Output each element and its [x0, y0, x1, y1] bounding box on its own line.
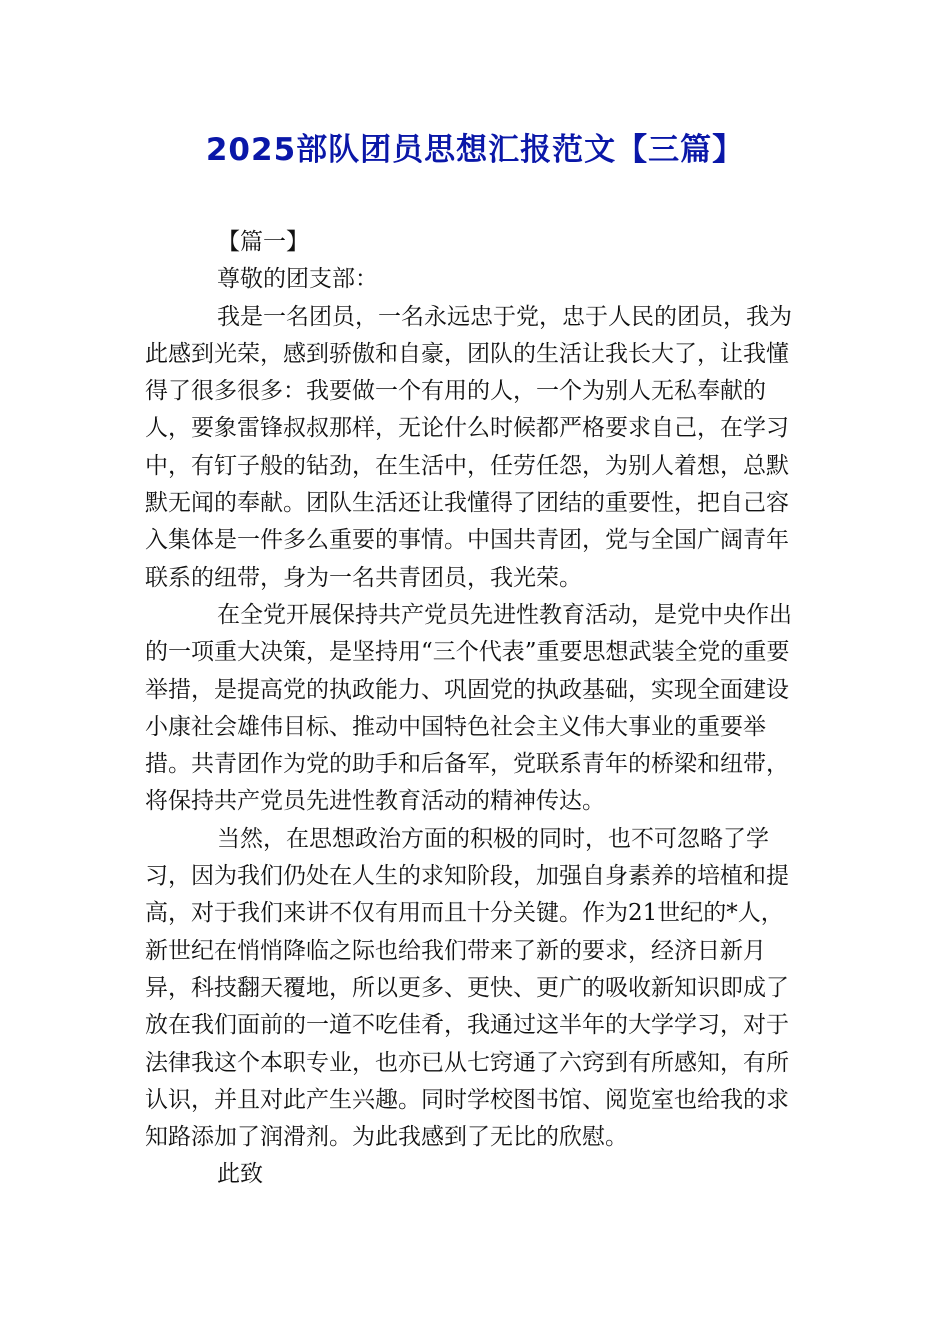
salutation: 尊敬的团支部：: [217, 266, 378, 293]
document-title: 2025部队团员思想汇报范文【三篇】: [205, 132, 745, 168]
body-paragraph-1: 我是一名团员，一名永远忠于党，忠于人民的团员，我为此感到光荣，感到骄傲和自豪，团队的生活让我长大了，让我懂得了很多很多：我要做一个有用的人，一个为别人无私奉献的人，要象雷锋叔叔那样，无论什么时候都严格要求自己，在学习中，有钉子般的钻劲，在生活中，任劳任怨，为别人着想，总默默无闻的奉献。团队生活还让我懂得了团结的重要性，把自己容入集体是一件多么重要的事情。中国共青团，党与全国广阔青年联系的纽带，身为一名共青团员，我光荣。: [145, 303, 792, 591]
body-paragraph-2: 在全党开展保持共产党员先进性教育活动，是党中央作出的一项重大决策，是坚持用“三个代表”重要思想武装全党的重要举措，是提高党的执政能力、巩固党的执政基础，实现全面建设小康社会雄伟目标、推动中国特色社会主义伟大事业的重要举措。共青团作为党的助手和后备军，党联系青年的桥梁和纽带，将保持共产党员先进性教育活动的精神传达。: [145, 601, 792, 815]
section-heading: 【篇一】: [217, 229, 309, 255]
body-paragraph-3: 当然，在思想政治方面的积极的同时，也不可忽略了学习，因为我们仍处在人生的求知阶段，加强自身素养的培植和提高，对于我们来讲不仅有用而且十分关键。作为21世纪的*人，新世纪在悄悄降临之际也给我们带来了新的要求，经济日新月异，科技翻天覆地，所以更多、更快、更广的吸收新知识即成了放在我们面前的一道不吃佳肴，我通过这半年的大学学习，对于法律我这个本职专业，也亦已从七窍通了六窍到有所感知，有所认识，并且对此产生兴趣。同时学校图书馆、阅览室也给我的求知路添加了润滑剂。为此我感到了无比的欣慰。: [145, 825, 789, 1151]
closing-text: 此致: [217, 1161, 263, 1188]
document-body: [145, 224, 795, 1194]
